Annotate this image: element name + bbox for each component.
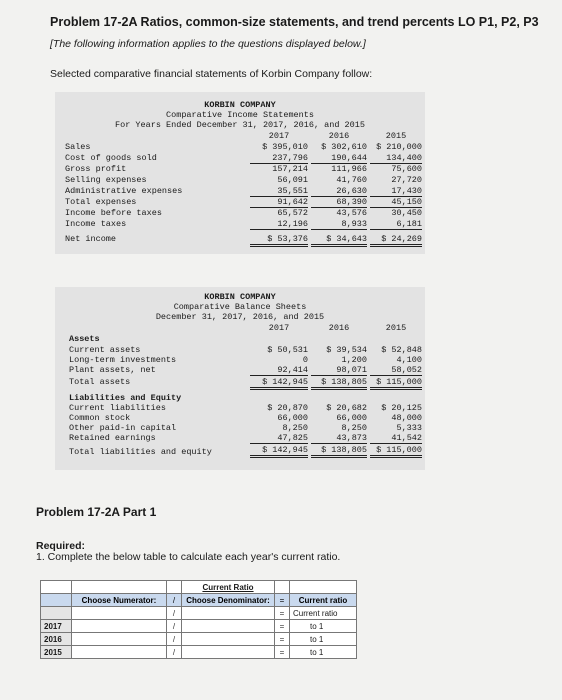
bs-row-label: Other paid-in capital <box>69 423 177 433</box>
worksheet-row-2016 <box>41 633 357 646</box>
bs-value: 1,200 <box>341 355 367 365</box>
bs-value: 5,333 <box>396 423 422 433</box>
result-input[interactable]: to 1 <box>290 633 357 646</box>
income-statement-panel <box>55 92 425 254</box>
is-row-label: Gross profit <box>65 164 127 174</box>
result-subheader: Current ratio <box>290 607 357 620</box>
is-value: 157,214 <box>272 164 308 174</box>
bs-assets-heading: Assets <box>69 334 100 344</box>
ws-slash: / <box>167 633 182 646</box>
bs-value: $ 20,125 <box>381 403 422 413</box>
is-value: 12,196 <box>250 219 308 230</box>
denominator-input[interactable] <box>182 646 275 659</box>
result-input[interactable]: to 1 <box>290 646 357 659</box>
bs-value: $ 50,531 <box>267 345 308 355</box>
bs-title: Comparative Balance Sheets <box>173 302 307 312</box>
ws-header-cell <box>41 594 72 607</box>
instruction-text: 1. Complete the below table to calculate each year's current ratio. <box>36 551 341 563</box>
is-period: For Years Ended December 31, 2017, 2016, and 2015 <box>115 120 365 130</box>
is-value: 134,400 <box>370 153 422 164</box>
is-row-label: Cost of goods sold <box>65 153 157 163</box>
bs-row-label: Retained earnings <box>69 433 156 443</box>
ws-equals: = <box>275 594 290 607</box>
is-value: 26,630 <box>311 186 367 197</box>
bs-row-label: Total assets <box>69 377 131 387</box>
is-value: 30,450 <box>391 208 422 218</box>
numerator-subheader-input[interactable] <box>72 607 167 620</box>
bs-year-2015: 2015 <box>385 323 407 333</box>
bs-value: $ 20,682 <box>326 403 367 413</box>
denominator-subheader-input[interactable] <box>182 607 275 620</box>
ws-slash: / <box>167 646 182 659</box>
bs-value: 47,825 <box>250 433 308 444</box>
is-value: 68,390 <box>311 197 367 208</box>
bs-row-label: Current assets <box>69 345 141 355</box>
bs-value: $ 52,848 <box>381 345 422 355</box>
is-value: 8,933 <box>311 219 367 230</box>
bs-value: $ 142,945 <box>250 377 308 390</box>
balance-sheet-panel <box>55 287 425 470</box>
ws-blank <box>167 581 182 594</box>
bs-value: $ 138,805 <box>311 445 367 458</box>
bs-year-2016: 2016 <box>328 323 350 333</box>
bs-value: $ 115,000 <box>370 445 422 458</box>
ws-equals: = <box>275 607 290 620</box>
is-value: $ 53,376 <box>250 234 308 247</box>
bs-value: 8,250 <box>341 423 367 433</box>
is-value: 17,430 <box>370 186 422 197</box>
worksheet-row-2015 <box>41 646 357 659</box>
bs-value: 66,000 <box>277 413 308 423</box>
ws-slash: / <box>167 594 182 607</box>
is-value: 56,091 <box>277 175 308 185</box>
is-value: $ 395,010 <box>262 142 308 152</box>
numerator-header: Choose Numerator: <box>72 594 167 607</box>
is-value: 41,760 <box>336 175 367 185</box>
is-value: 43,576 <box>336 208 367 218</box>
ws-blank <box>290 581 357 594</box>
bs-liab-heading: Liabilities and Equity <box>69 393 182 403</box>
ws-slash: / <box>167 607 182 620</box>
result-input[interactable]: to 1 <box>290 620 357 633</box>
is-value: $ 302,610 <box>321 142 367 152</box>
is-value: 190,644 <box>311 153 367 164</box>
bs-row-label: Plant assets, net <box>69 365 156 375</box>
bs-value: 98,071 <box>311 365 367 376</box>
problem-title: Problem 17-2A Ratios, common-size statements, and trend percents LO P1, P2, P3 <box>50 15 539 29</box>
ws-year: 2016 <box>41 633 72 646</box>
bs-period: December 31, 2017, 2016, and 2015 <box>155 312 325 322</box>
bs-year-2017: 2017 <box>268 323 290 333</box>
is-row-label: Income taxes <box>65 219 127 229</box>
is-row-label: Sales <box>65 142 91 152</box>
bs-value: 8,250 <box>282 423 308 433</box>
ws-subheader-cell <box>41 607 72 620</box>
denominator-header: Choose Denominator: <box>182 594 275 607</box>
bs-row-label: Total liabilities and equity <box>69 447 212 457</box>
bs-value: $ 142,945 <box>250 445 308 458</box>
ws-equals: = <box>275 646 290 659</box>
is-row-label: Selling expenses <box>65 175 147 185</box>
is-value: $ 24,269 <box>370 234 422 247</box>
ws-blank <box>275 581 290 594</box>
bs-row-label: Common stock <box>69 413 131 423</box>
ws-year: 2017 <box>41 620 72 633</box>
bs-value: 48,000 <box>391 413 422 423</box>
ws-equals: = <box>275 620 290 633</box>
bs-value: $ 39,534 <box>326 345 367 355</box>
is-title: Comparative Income Statements <box>166 110 314 120</box>
bs-value: 41,542 <box>370 433 422 444</box>
is-row-label: Income before taxes <box>65 208 162 218</box>
bs-value: $ 138,805 <box>311 377 367 390</box>
numerator-input[interactable] <box>72 646 167 659</box>
ws-slash: / <box>167 620 182 633</box>
bs-value: 58,052 <box>370 365 422 376</box>
is-value: 91,642 <box>250 197 308 208</box>
is-value: $ 210,000 <box>376 142 422 152</box>
ws-group-header: Current Ratio <box>182 581 275 594</box>
is-value: 65,572 <box>277 208 308 218</box>
current-ratio-worksheet <box>40 580 357 659</box>
is-value: 75,600 <box>391 164 422 174</box>
ws-corner <box>41 581 72 594</box>
is-value: $ 34,643 <box>311 234 367 247</box>
bs-row-label: Long-term investments <box>69 355 177 365</box>
ws-blank <box>72 581 167 594</box>
is-row-label: Administrative expenses <box>65 186 183 196</box>
is-year-2017: 2017 <box>268 131 290 141</box>
ws-year: 2015 <box>41 646 72 659</box>
is-company: KORBIN COMPANY <box>204 100 276 110</box>
denominator-input[interactable] <box>182 633 275 646</box>
bs-value: 66,000 <box>336 413 367 423</box>
is-year-2016: 2016 <box>328 131 350 141</box>
worksheet-row-2017 <box>41 620 357 633</box>
is-value: 237,796 <box>250 153 308 164</box>
bs-company: KORBIN COMPANY <box>204 292 276 302</box>
ws-equals: = <box>275 633 290 646</box>
result-header: Current ratio <box>290 594 357 607</box>
bs-value: 0 <box>302 355 308 365</box>
is-value: 111,966 <box>331 164 367 174</box>
is-value: 27,720 <box>391 175 422 185</box>
is-row-label: Total expenses <box>65 197 137 207</box>
bs-value: $ 20,870 <box>267 403 308 413</box>
is-value: 45,150 <box>370 197 422 208</box>
problem-note: [The following information applies to the questions displayed below.] <box>50 38 366 50</box>
bs-value: 92,414 <box>250 365 308 376</box>
bs-row-label: Current liabilities <box>69 403 166 413</box>
is-row-label: Net income <box>65 234 117 244</box>
numerator-input[interactable] <box>72 633 167 646</box>
denominator-input[interactable] <box>182 620 275 633</box>
required-label: Required: <box>36 540 86 552</box>
bs-value: 4,100 <box>396 355 422 365</box>
bs-value: 43,873 <box>311 433 367 444</box>
numerator-input[interactable] <box>72 620 167 633</box>
part-title: Problem 17-2A Part 1 <box>36 505 157 519</box>
is-value: 35,551 <box>250 186 308 197</box>
is-value: 6,181 <box>370 219 422 230</box>
is-year-2015: 2015 <box>385 131 407 141</box>
problem-intro: Selected comparative financial statements of Korbin Company follow: <box>50 68 373 80</box>
bs-value: $ 115,000 <box>370 377 422 390</box>
